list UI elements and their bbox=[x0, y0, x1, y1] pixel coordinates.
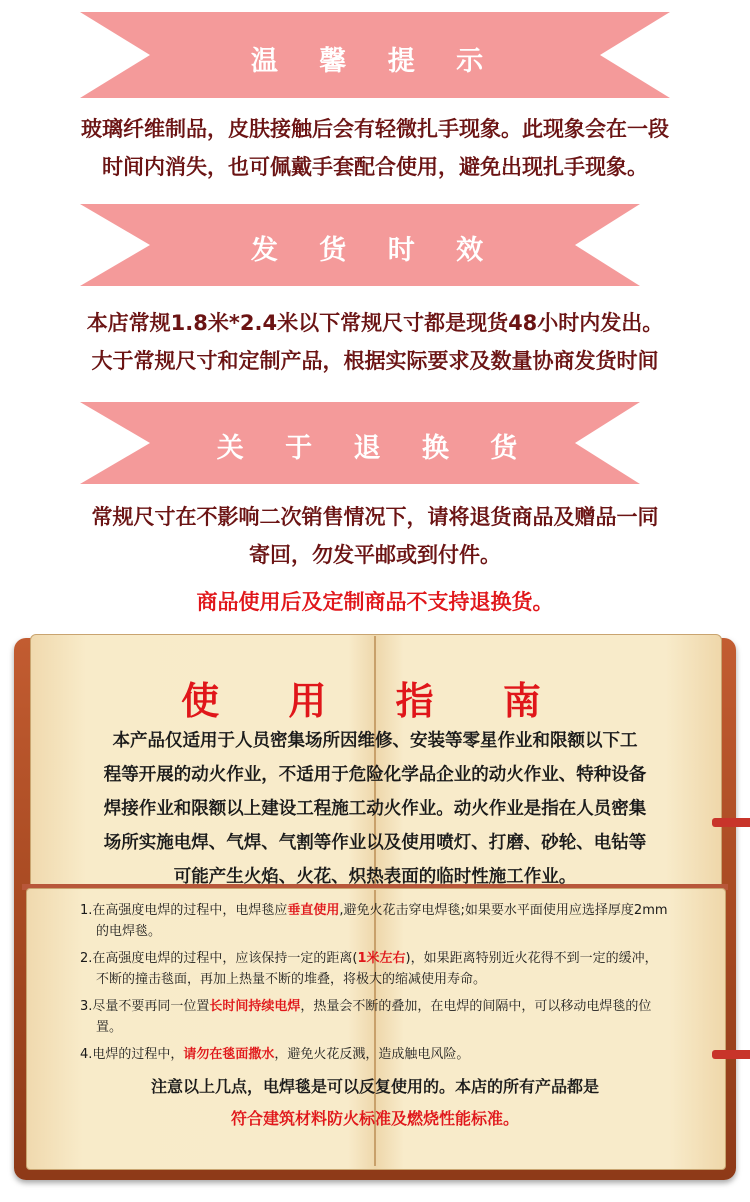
banner-title: 关 于 退 换 货 bbox=[216, 433, 534, 464]
tips-line-1: 玻璃纤维制品，皮肤接触后会有轻微扎手现象。此现象会在一段 bbox=[81, 117, 669, 141]
note-highlight: 请勿在毯面撒水 bbox=[183, 1047, 275, 1062]
returns-text bbox=[20, 498, 730, 574]
banner-warm-tips bbox=[0, 12, 750, 98]
banner-shipping bbox=[0, 204, 750, 286]
guide-title: 使 用 指 南 bbox=[181, 679, 569, 723]
note-highlight: 1米左右 bbox=[357, 951, 406, 966]
guide-line: 本产品仅适用于人员密集场所因维修、安装等零星作业和限额以下工 bbox=[112, 731, 638, 751]
note-item bbox=[80, 996, 670, 1038]
note-text: ，热量会不断的叠加，在电焊的间隔中，可以移动电焊毯的位置。 bbox=[96, 999, 652, 1035]
bookmark-ribbon bbox=[712, 1050, 750, 1059]
closing-line-1: 注意以上几点，电焊毯是可以反复使用的。本店的所有产品都是 bbox=[150, 1077, 599, 1096]
note-item bbox=[80, 948, 670, 990]
note-text: 4.电焊的过程中， bbox=[80, 1047, 184, 1062]
shipping-line-1: 本店常规1.8米*2.4米以下常规尺寸都是现货48小时内发出。 bbox=[86, 311, 664, 335]
usage-notes bbox=[80, 900, 670, 1071]
note-text: )，如果距离特别近火花得不到一定的缓冲，不断的撞击毯面，再加上热量不断的堆叠，将极大的缩减使用寿命。 bbox=[96, 951, 658, 987]
guide-line: 焊接作业和限额以上建设工程施工动火作业。动火作业是指在人员密集 bbox=[103, 799, 647, 819]
shipping-line-2: 大于常规尺寸和定制产品，根据实际要求及数量协商发货时间 bbox=[91, 349, 659, 373]
closing-line-2: 符合建筑材料防火标准及燃烧性能标准。 bbox=[230, 1109, 519, 1128]
guide-line: 程等开展的动火作业，不适用于危险化学品企业的动火作业、特种设备 bbox=[103, 765, 647, 785]
note-item bbox=[80, 900, 670, 942]
returns-line-2: 寄回，勿发平邮或到付件。 bbox=[249, 543, 501, 567]
bookmark-ribbon bbox=[712, 818, 750, 827]
banner-returns bbox=[0, 402, 750, 484]
returns-warning: 商品使用后及定制商品不支持退换货。 bbox=[196, 590, 554, 614]
closing-text bbox=[60, 1071, 690, 1135]
banner-title: 发 货 时 效 bbox=[250, 235, 500, 266]
guide-line: 场所实施电焊、气焊、气割等作业以及使用喷灯、打磨、砂轮、电钻等 bbox=[103, 833, 647, 853]
tips-line-2: 时间内消失，也可佩戴手套配合使用，避免出现扎手现象。 bbox=[102, 155, 648, 179]
returns-line-1: 常规尺寸在不影响二次销售情况下，请将退货商品及赠品一同 bbox=[91, 505, 659, 529]
guide-body bbox=[80, 724, 670, 894]
note-highlight: 垂直使用 bbox=[287, 903, 340, 918]
note-text: ,避免火花击穿电焊毯;如果要水平面使用应选择厚度2mm的电焊毯。 bbox=[96, 903, 668, 939]
note-text: ，避免火花反溅，造成触电风险。 bbox=[274, 1047, 470, 1062]
note-text: 1.在高强度电焊的过程中，电焊毯应 bbox=[80, 903, 288, 918]
banner-title: 温 馨 提 示 bbox=[250, 46, 500, 77]
note-text: 2.在高强度电焊的过程中，应该保持一定的距离( bbox=[80, 951, 358, 966]
note-text: 3.尽量不要再同一位置 bbox=[80, 999, 210, 1014]
note-highlight: 长时间持续电焊 bbox=[209, 999, 301, 1014]
shipping-text bbox=[20, 304, 730, 380]
usage-guide-book bbox=[0, 630, 750, 1202]
tips-text bbox=[20, 110, 730, 186]
guide-line: 可能产生火焰、火花、炽热表面的临时性施工作业。 bbox=[173, 867, 577, 887]
note-item bbox=[80, 1044, 670, 1065]
